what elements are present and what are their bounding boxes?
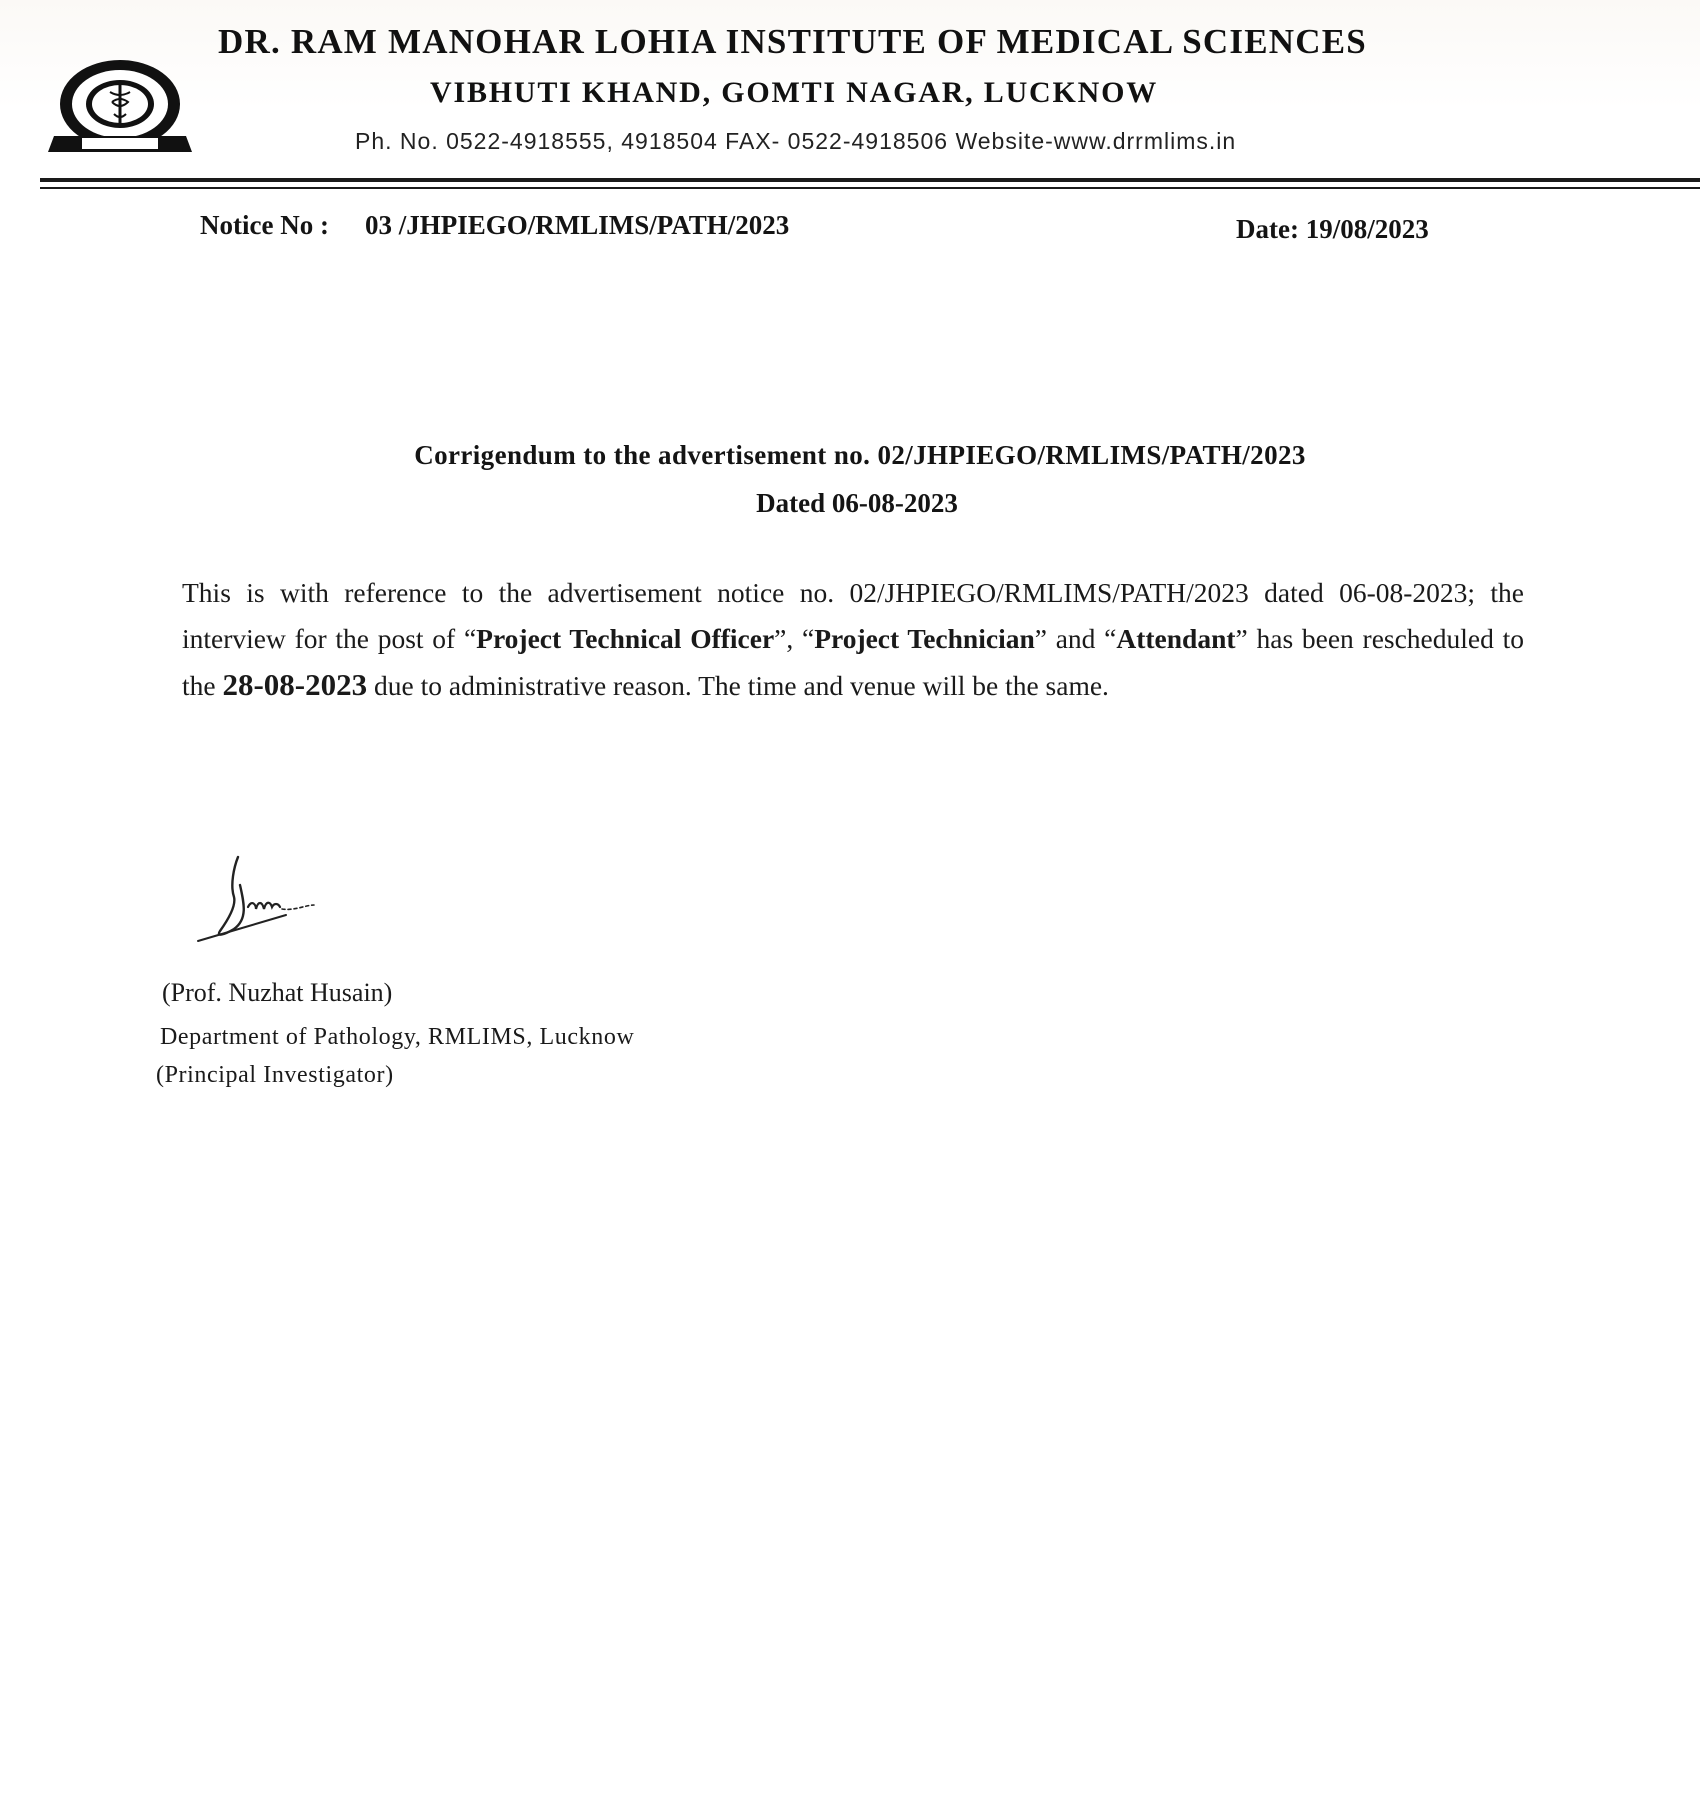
body-text-3: ” and “ bbox=[1034, 623, 1117, 654]
header-divider-thin bbox=[40, 187, 1700, 189]
post-project-technician: Project Technician bbox=[814, 623, 1035, 654]
handwritten-signature bbox=[190, 845, 370, 945]
rescheduled-date: 28-08-2023 bbox=[222, 667, 368, 702]
header-divider-thick bbox=[40, 178, 1700, 182]
corrigendum-title: Corrigendum to the advertisement no. 02/JHPIEGO/RMLIMS/PATH/2023 bbox=[414, 440, 1306, 470]
notice-number-line bbox=[200, 210, 789, 241]
corrigendum-dated: Dated 06-08-2023 bbox=[756, 488, 958, 518]
body-text-5: due to administrative reason. The time and venue will be the same. bbox=[367, 670, 1109, 701]
notice-date: Date: 19/08/2023 bbox=[1236, 214, 1429, 244]
signatory-name: (Prof. Nuzhat Husain) bbox=[162, 978, 393, 1007]
institute-name: DR. RAM MANOHAR LOHIA INSTITUTE OF MEDICAL SCIENCES bbox=[218, 22, 1367, 61]
notice-body-paragraph bbox=[182, 570, 1524, 709]
institute-contact: Ph. No. 0522-4918555, 4918504 FAX- 0522-4918506 Website-www.drrmlims.in bbox=[355, 128, 1237, 154]
body-text-2: ”, “ bbox=[774, 623, 815, 654]
signatory-role: (Principal Investigator) bbox=[156, 1062, 394, 1088]
body-text-1: This is with reference to the advertisement notice no. 02/JHPIEGO/RMLIMS/PATH/2023 dated 06-08-2023; the interview for the post of “ bbox=[182, 577, 1524, 654]
post-project-technical-officer: Project Technical Officer bbox=[476, 623, 775, 654]
body-text-4: ” has been rescheduled to the bbox=[182, 623, 1524, 701]
notice-label: Notice No : bbox=[200, 210, 329, 240]
post-attendant: Attendant bbox=[1116, 623, 1236, 654]
signatory-department: Department of Pathology, RMLIMS, Lucknow bbox=[160, 1024, 635, 1050]
notice-number: 03 /JHPIEGO/RMLIMS/PATH/2023 bbox=[364, 210, 790, 240]
institute-address: VIBHUTI KHAND, GOMTI NAGAR, LUCKNOW bbox=[430, 76, 1159, 109]
institute-logo bbox=[48, 58, 192, 162]
